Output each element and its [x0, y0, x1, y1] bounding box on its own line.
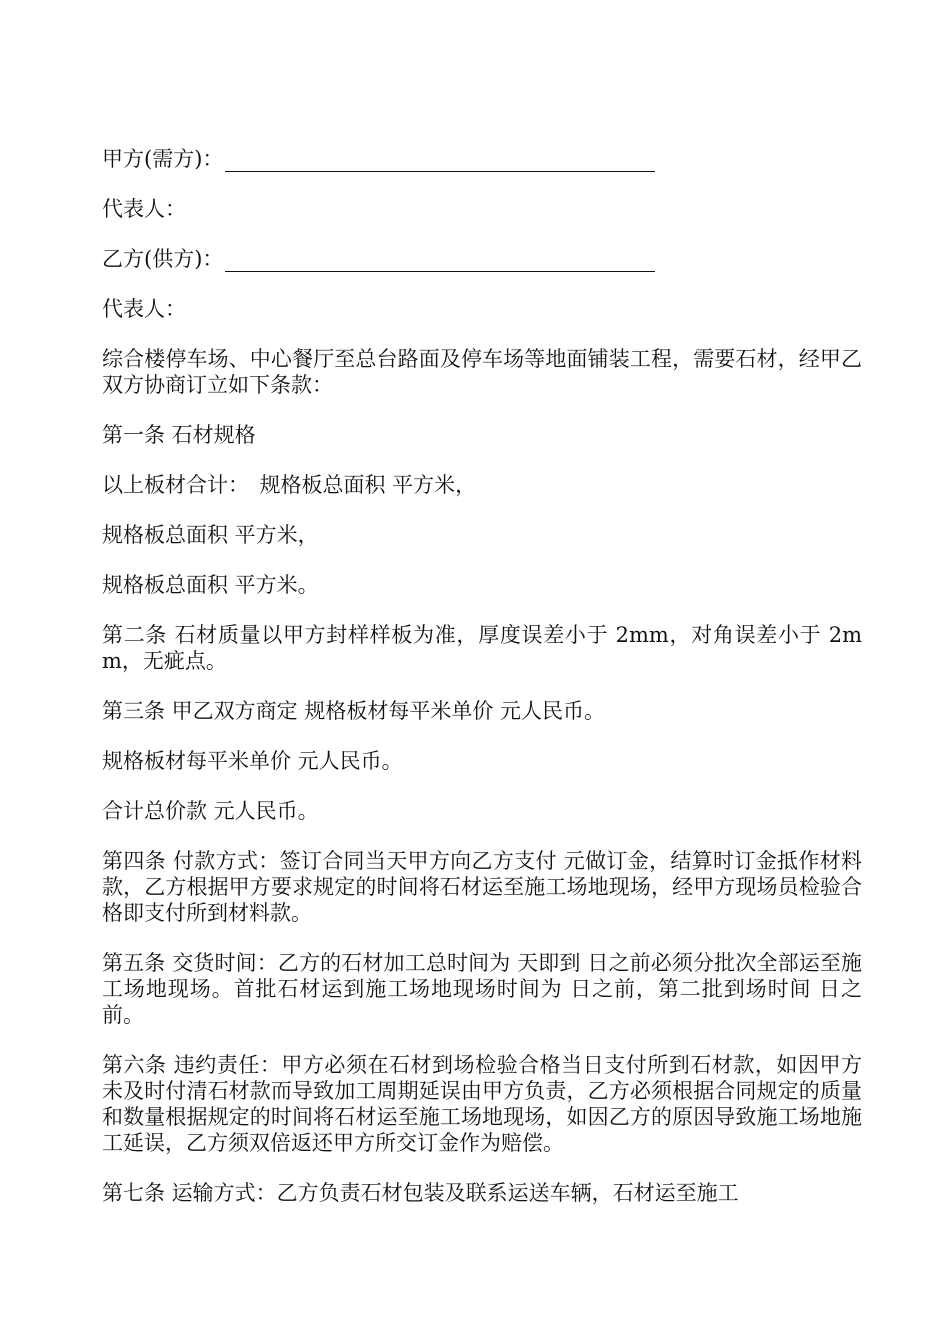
article-6-liability: 第六条 违约责任：甲方必须在石材到场检验合格当日支付所到石材款，如因甲方未及时付清石材款而导致加工周期延误由甲方负责，乙方必须根据合同规定的质量和数量根据规定的时间将石材运至施工场地现场，如因乙方的原因导致施工场地施工延误，乙方须双倍返还甲方所交订金作为赔偿。: [102, 1053, 862, 1155]
party-a-label: 甲方(需方)：: [102, 147, 224, 171]
article-7-transport: 第七条 运输方式：乙方负责石材包装及联系运送车辆，石材运至施工: [102, 1181, 739, 1205]
article-1-heading: 第一条 石材规格: [102, 423, 256, 447]
party-b-blank-line: [225, 247, 655, 272]
article-3-price: 第三条 甲乙双方商定 规格板材每平米单价 元人民币。: [102, 699, 606, 723]
intro-paragraph: 综合楼停车场、中心餐厅至总台路面及停车场等地面铺装工程，需要石材，经甲乙双方协商订立如下条款：: [102, 347, 862, 397]
article-4-payment: 第四条 付款方式：签订合同当天甲方向乙方支付 元做订金，结算时订金抵作材料款，乙方根据甲方要求规定的时间将石材运至施工场地现场，经甲方现场员检验合格即支付所到材料款。: [102, 849, 862, 925]
contract-page: [102, 146, 862, 1230]
board-total-line: 以上板材合计： 规格板总面积 平方米，: [102, 473, 477, 497]
article-2-quality: 第二条 石材质量以甲方封样样板为准，厚度误差小于 2mm，对角误差小于 2mm，无疵点。: [102, 623, 862, 673]
total-price-line: 合计总价款 元人民币。: [102, 799, 319, 823]
party-b-label: 乙方(供方)：: [102, 247, 224, 271]
party-b-line: [102, 246, 862, 272]
board-area-line-2: 规格板总面积 平方米，: [102, 523, 319, 547]
unit-price-line: 规格板材每平米单价 元人民币。: [102, 749, 403, 773]
rep-a-label: 代表人：: [102, 197, 186, 221]
party-a-line: [102, 146, 862, 172]
rep-b-label: 代表人：: [102, 297, 186, 321]
article-5-delivery: 第五条 交货时间：乙方的石材加工总时间为 天即到 日之前必须分批次全部运至施工场地现场。首批石材运到施工场地现场时间为 日之前，第二批到场时间 日之前。: [102, 951, 862, 1027]
party-a-blank-line: [225, 147, 655, 172]
board-area-line-3: 规格板总面积 平方米。: [102, 573, 319, 597]
